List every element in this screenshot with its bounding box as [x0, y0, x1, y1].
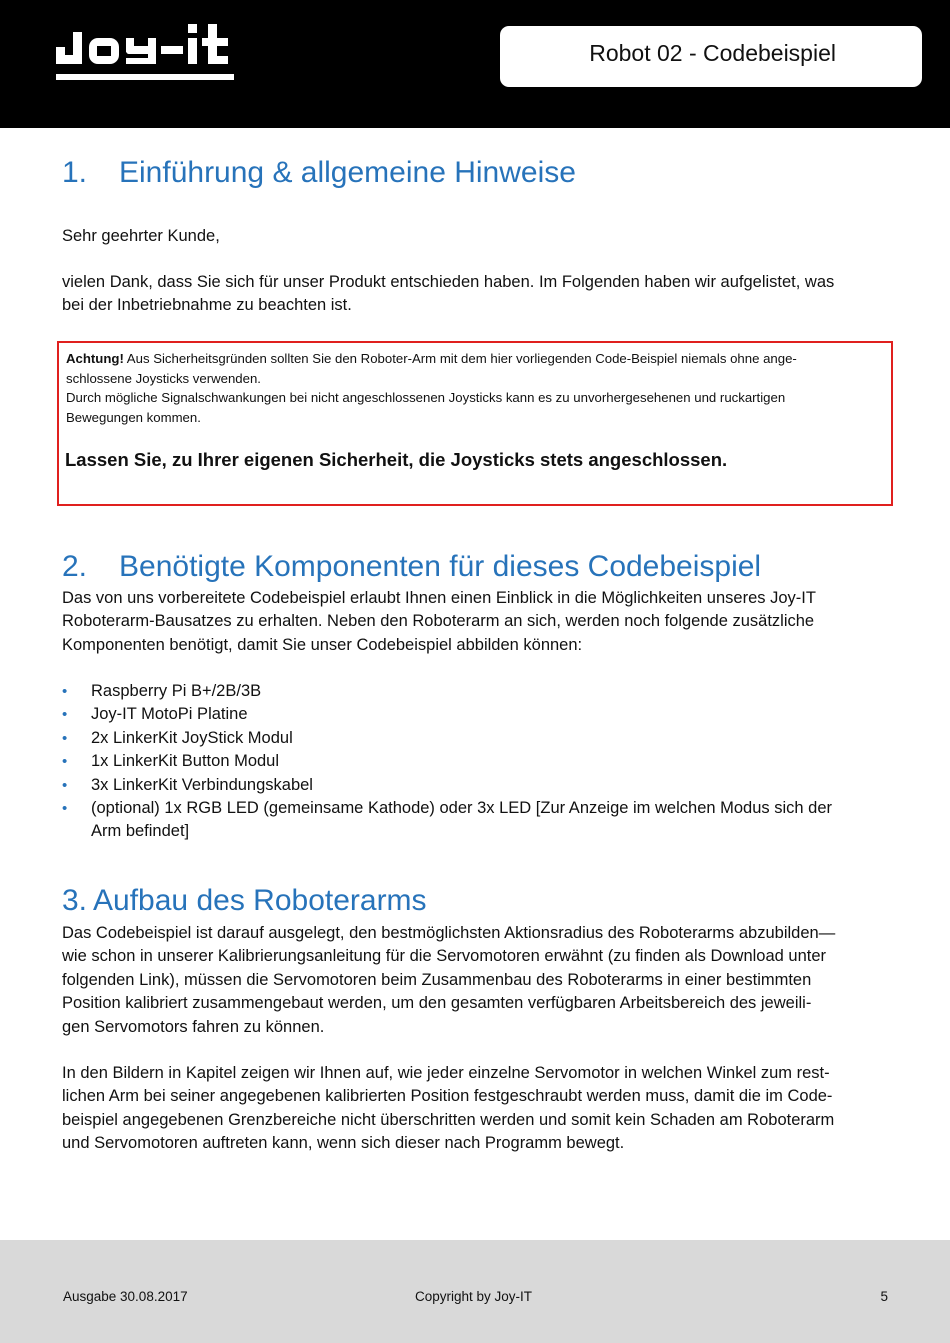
paragraph-line: Das Codebeispiel ist darauf ausgelegt, den bestmöglichsten Aktionsradius des Roboterarms abzubilden—: [62, 924, 836, 942]
intro-line: bei der Inbetriebnahme zu beachten ist.: [62, 296, 352, 315]
bullet-icon: •: [62, 776, 68, 794]
paragraph-line: Position kalibriert zusammengebaut werden, um den gesamten verfügbaren Arbeitsbereich des jeweili-: [62, 994, 812, 1013]
paragraph-line: folgenden Link), müssen die Servomotoren beim Zusammenbau des Roboterarms in einer bestimmten: [62, 970, 812, 989]
section1-number: 1.: [62, 156, 88, 189]
page-number: 5: [880, 1289, 888, 1304]
bullet-icon: •: [62, 729, 68, 747]
intro-line: Roboterarm-Bausatzes zu erhalten. Neben den Roboterarm an sich, werden noch folgende zusätzliche: [62, 612, 815, 631]
warning-line: Durch mögliche Signalschwankungen bei nicht angeschlossenen Joysticks kann es zu unvorhergesehenen und ruckartigen: [66, 390, 786, 405]
page-footer: [0, 1240, 950, 1343]
joy-it-logo: [56, 22, 234, 89]
bullet-icon: •: [62, 683, 68, 700]
paragraph-line: gen Servomotors fahren zu können.: [62, 1017, 325, 1036]
section2-heading: [62, 550, 761, 584]
bullet-icon: •: [62, 753, 68, 771]
list-item: [62, 703, 892, 726]
list-item: [62, 774, 892, 797]
salutation-text: Sehr geehrter Kunde,: [62, 227, 220, 245]
document-title-box: [500, 26, 922, 87]
document-title: Robot 02 - Codebeispiel: [589, 40, 836, 66]
component-text: 2x LinkerKit JoyStick Modul: [91, 728, 293, 747]
warning-line: Bewegungen kommen.: [66, 409, 201, 425]
section3-title: Aufbau des Roboterarms: [93, 884, 427, 917]
section1-heading: [62, 156, 576, 190]
list-item: [62, 750, 892, 773]
paragraph-line: und Servomotoren auftreten kann, wenn sich dieser nach Programm bewegt.: [62, 1134, 625, 1153]
component-text: Raspberry Pi B+/2B/3B: [91, 682, 262, 700]
warning-line: [66, 349, 797, 369]
list-item: [62, 727, 892, 750]
section3-paragraph2: [62, 1062, 892, 1156]
paragraph-line: lichen Arm bei seiner angegebenen kalibrierten Position festgeschraubt werden muss, damit die im Code-: [62, 1087, 833, 1106]
warning-box: [57, 341, 893, 506]
component-text: (optional) 1x RGB LED (gemeinsame Kathode) oder 3x LED [Zur Anzeige im welchen Modus sich der: [91, 799, 833, 818]
section2-intro: [62, 587, 892, 657]
section2-title: Benötigte Komponenten für dieses Codebeispiel: [119, 550, 762, 583]
component-text: Joy-IT MotoPi Platine: [91, 705, 248, 724]
warning-line: schlossene Joysticks verwenden.: [66, 370, 261, 386]
section1-title: Einführung & allgemeine Hinweise: [119, 156, 576, 189]
footer-copyright: Copyright by Joy-IT: [415, 1289, 533, 1304]
page-header: [0, 0, 950, 128]
list-item: [62, 680, 892, 703]
footer-edition: Ausgabe 30.08.2017: [63, 1289, 188, 1304]
components-list: [62, 680, 892, 844]
warning-text: [66, 349, 797, 427]
section3-heading: [62, 884, 427, 918]
paragraph-line: beispiel angegebenen Grenzbereiche nicht überschritten werden und somit kein Schaden am Roboterarm: [62, 1110, 835, 1129]
intro-line: vielen Dank, dass Sie sich für unser Produkt entschieden haben. Im Folgenden haben wir aufgelistet, was: [62, 273, 835, 291]
component-text: 1x LinkerKit Button Modul: [91, 752, 280, 771]
section2-number: 2.: [62, 550, 88, 583]
paragraph-line: In den Bildern in Kapitel zeigen wir Ihnen auf, wie jeder einzelne Servomotor in welchen Winkel zum rest-: [62, 1064, 830, 1082]
paragraph-line: wie schon in unserer Kalibrierungsanleitung für die Servomotoren erwähnt (zu finden als Download unter: [62, 947, 827, 966]
section1-intro: [62, 271, 892, 318]
section3-number: 3.: [62, 884, 88, 917]
component-text: Arm befindet]: [91, 822, 190, 841]
salutation: [62, 225, 892, 248]
bullet-icon: •: [62, 800, 68, 818]
bullet-icon: •: [62, 706, 68, 724]
warning-emphasis: Lassen Sie, zu Ihrer eigenen Sicherheit, die Joysticks stets angeschlossen.: [65, 449, 728, 470]
intro-line: Komponenten benötigt, damit Sie unser Codebeispiel abbilden können:: [62, 635, 583, 654]
intro-line: Das von uns vorbereitete Codebeispiel erlaubt Ihnen einen Einblick in die Möglichkeiten unseres Joy-IT: [62, 589, 816, 607]
list-item: [62, 797, 892, 844]
section3-paragraph1: [62, 922, 892, 1039]
warning-label: Achtung!: [66, 351, 124, 366]
warning-line-rest: Aus Sicherheitsgründen sollten Sie den Roboter-Arm mit dem hier vorliegenden Code-Beispiel niemals ohne ange-: [123, 351, 797, 366]
component-text: 3x LinkerKit Verbindungskabel: [91, 775, 313, 794]
